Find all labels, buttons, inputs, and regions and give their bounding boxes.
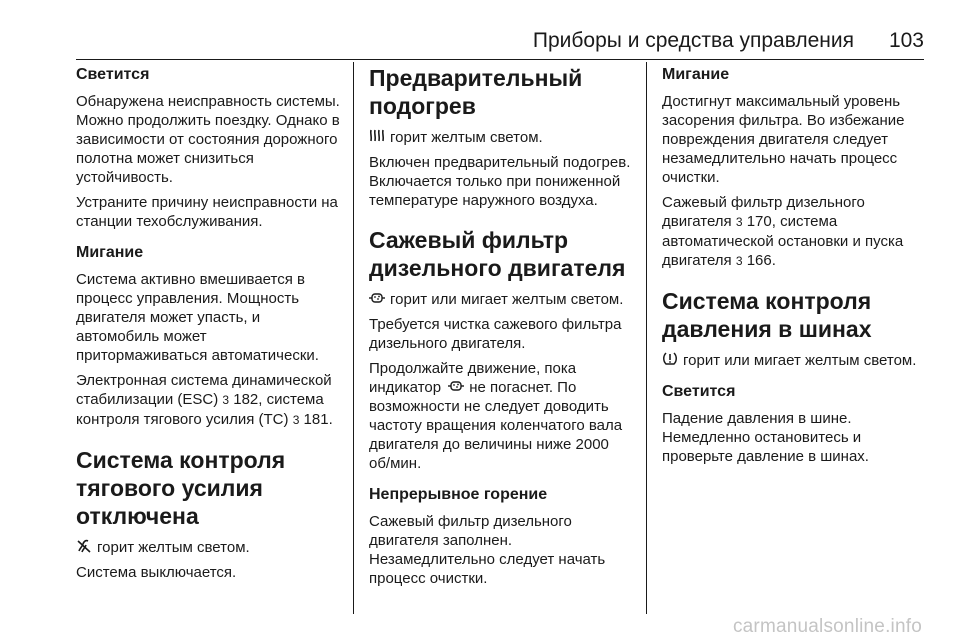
column-divider-2 <box>646 62 647 614</box>
paragraph-references <box>662 193 927 271</box>
diesel-particulate-filter-icon <box>369 290 385 306</box>
page-header <box>76 26 924 56</box>
traction-control-off-icon <box>76 538 92 554</box>
paragraph <box>369 359 634 473</box>
paragraph: Достигнут максимальный уровень засорения фильтра. Во избежание повреждения двигателя следует незамедлительно начать процесс очистки. <box>662 93 905 186</box>
reference-arrow-icon: 3 <box>222 393 230 407</box>
heading-glows: Светится <box>76 66 150 83</box>
diesel-particulate-filter-icon <box>448 378 464 394</box>
paragraph: Падение давления в шине. Немедленно остановитесь и проверьте давление в шинах. <box>662 410 869 465</box>
paragraph: Обнаружена неисправность системы. Можно продолжить поездку. Однако в зависимости от состояния дорожного полотна может снизиться устойчивость. <box>76 93 340 186</box>
header-title: Приборы и средства управления <box>532 29 854 52</box>
reference-arrow-icon: 3 <box>735 215 743 229</box>
paragraph: Система активно вмешивается в процесс управления. Мощность двигателя может упасть, и автомобиль может притормаживаться автоматически. <box>76 271 319 364</box>
paragraph: Система выключается. <box>76 564 237 581</box>
paragraph <box>662 351 927 370</box>
paragraph: Сажевый фильтр дизельного двигателя заполнен. Незамедлительно следует начать процесс очистки. <box>369 513 606 587</box>
text: горит или мигает желтым светом. <box>683 352 917 369</box>
heading-tc-off: Система контроля тягового усилия отключена <box>76 447 286 529</box>
reference-arrow-icon: 3 <box>735 254 743 268</box>
text: горит желтым светом. <box>97 539 250 556</box>
text: 182, система контроля тягового усилия (TC) <box>76 391 324 428</box>
text: горит желтым светом. <box>390 129 543 146</box>
text: не погаснет. По возможности не следует доводить частоту вращения коленчатого вала двигателя до величины ниже 2000 об/мин. <box>369 379 623 472</box>
column-1 <box>76 62 341 588</box>
paragraph: Требуется чистка сажевого фильтра дизельного двигателя. <box>369 316 622 352</box>
column-2 <box>369 62 634 594</box>
heading-tpms: Система контроля давления в шинах <box>662 288 872 342</box>
header-rule <box>76 59 924 60</box>
text: Электронная система динамической стабилизации (ESC) <box>76 372 332 408</box>
column-3 <box>662 62 927 472</box>
heading-steady: Непрерывное горение <box>369 486 548 503</box>
column-divider-1 <box>353 62 354 614</box>
paragraph: Устраните причину неисправности на станции техобслуживания. <box>76 194 338 230</box>
heading-flash: Мигание <box>662 66 730 83</box>
text: Продолжайте движение, пока индикатор <box>369 360 577 396</box>
text: 170, система автоматической остановки и пуска двигателя <box>662 213 904 269</box>
heading-preheat: Предварительный подогрев <box>369 65 583 119</box>
text: Сажевый фильтр дизельного двигателя <box>662 194 865 230</box>
reference-arrow-icon: 3 <box>292 413 300 427</box>
page-number: 103 <box>888 29 924 52</box>
glow-plug-icon <box>369 128 385 144</box>
heading-glows: Светится <box>662 383 736 400</box>
heading-dpf: Сажевый фильтр дизельного двигателя <box>369 227 626 281</box>
watermark: carmanualsonline.info <box>732 616 922 637</box>
paragraph <box>369 128 634 147</box>
paragraph <box>76 538 341 557</box>
paragraph-references <box>76 371 341 430</box>
paragraph: Включен предварительный подогрев. Включается только при пониженной температуре наружного воздуха. <box>369 154 631 209</box>
tire-pressure-icon <box>662 351 678 367</box>
text: 181. <box>303 411 333 428</box>
text: горит или мигает желтым светом. <box>390 291 624 308</box>
heading-flash: Мигание <box>76 244 144 261</box>
text: 166. <box>746 252 776 269</box>
paragraph <box>369 290 634 309</box>
